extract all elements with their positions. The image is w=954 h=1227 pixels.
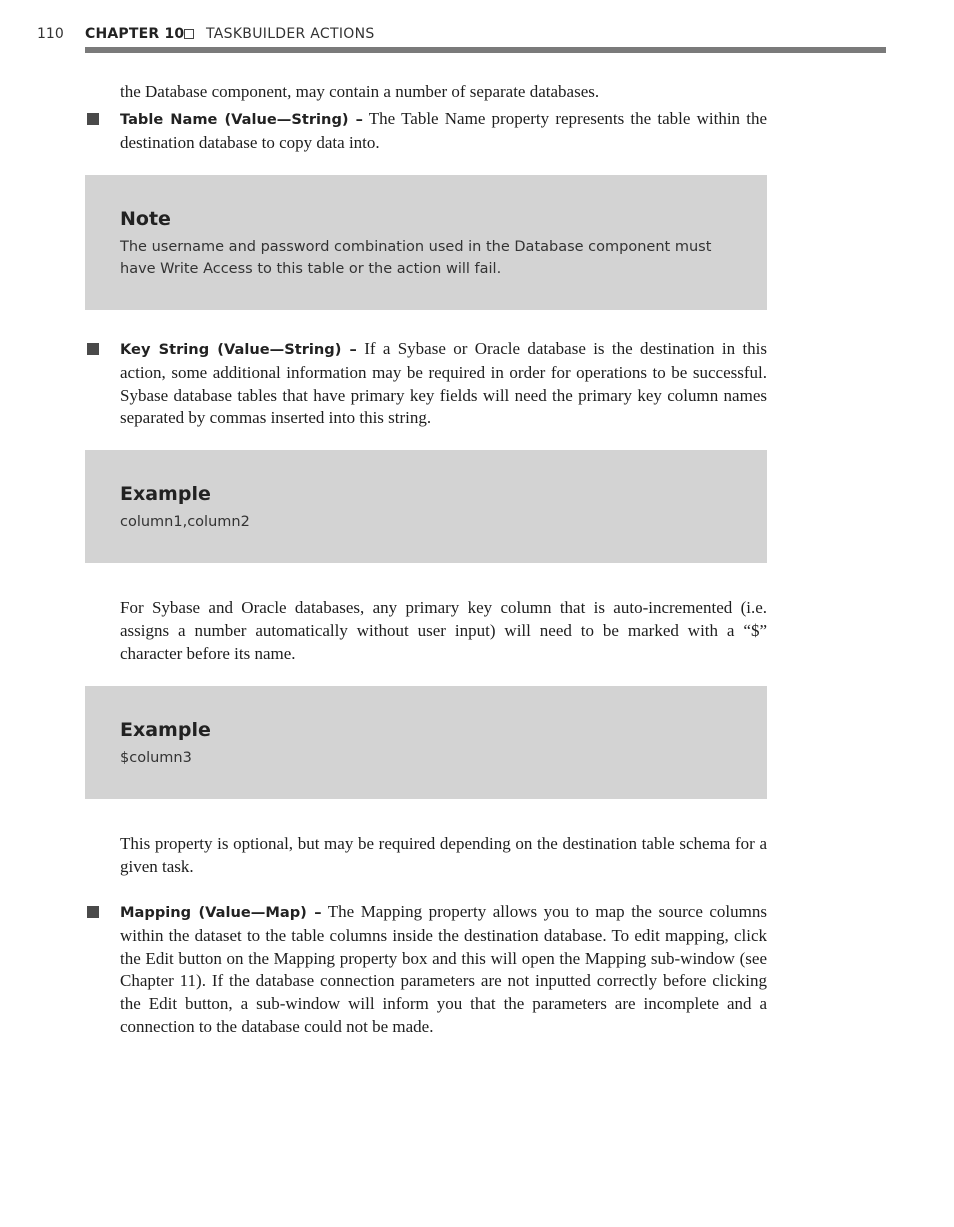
auto-increment-paragraph: For Sybase and Oracle databases, any primary key column that is auto-incremented (i.e. assigns a number automatically without user input) will need to be marked with a “$” character before its name. (120, 598, 767, 663)
table-name-text: The Table Name property represents the table within the destination database to copy data into. (120, 109, 768, 152)
example-title-2: Example (120, 719, 211, 741)
optional-paragraph: This property is optional, but may be required depending on the destination table schema for a given task. (120, 834, 767, 876)
key-string-item (120, 338, 767, 430)
page-number: 110 (37, 26, 64, 42)
mapping-text: The Mapping property allows you to map the source columns within the dataset to the table columns inside the destination database. To edit mapping, click the Edit button on the Mapping property box and this will open the Mapping sub-window (see Chapter 11). If the database connection parameters are not inputted correctly before clicking the Edit button, a sub-window will inform you that the parameters are incomplete and a connection to the database could not be made. (120, 902, 767, 1036)
header-rule (85, 47, 886, 53)
example-box-2 (85, 686, 767, 799)
running-header (0, 0, 954, 60)
bullet-square-icon (87, 906, 99, 918)
intro-continuation: the Database component, may contain a number of separate databases. (120, 82, 600, 101)
mapping-item (120, 901, 767, 1039)
square-separator-icon (184, 29, 194, 39)
example-box-1 (85, 450, 767, 563)
bullet-square-icon (87, 343, 99, 355)
table-name-item (120, 108, 767, 155)
note-box (85, 175, 767, 310)
note-text: The username and password combination used in the Database component must have Write Access to this table or the action will fail. (120, 239, 712, 277)
example-title-1: Example (120, 483, 211, 505)
key-string-text: If a Sybase or Oracle database is the destination in this action, some additional information may be required in order for operations to be successful. Sybase database tables that have primary key fields will need the primary key column names separated by commas inserted into this string. (120, 339, 768, 428)
example-text-2: $column3 (120, 750, 192, 766)
chapter-title: TASKBUILDER ACTIONS (206, 26, 375, 42)
key-string-term: Key String (Value—String) – (120, 341, 357, 358)
chapter-label: CHAPTER 10 (85, 26, 185, 42)
table-name-term: Table Name (Value—String) – (120, 111, 363, 128)
bullet-square-icon (87, 113, 99, 125)
note-title: Note (120, 208, 171, 230)
mapping-term: Mapping (Value—Map) – (120, 904, 322, 921)
example-text-1: column1,column2 (120, 514, 250, 530)
